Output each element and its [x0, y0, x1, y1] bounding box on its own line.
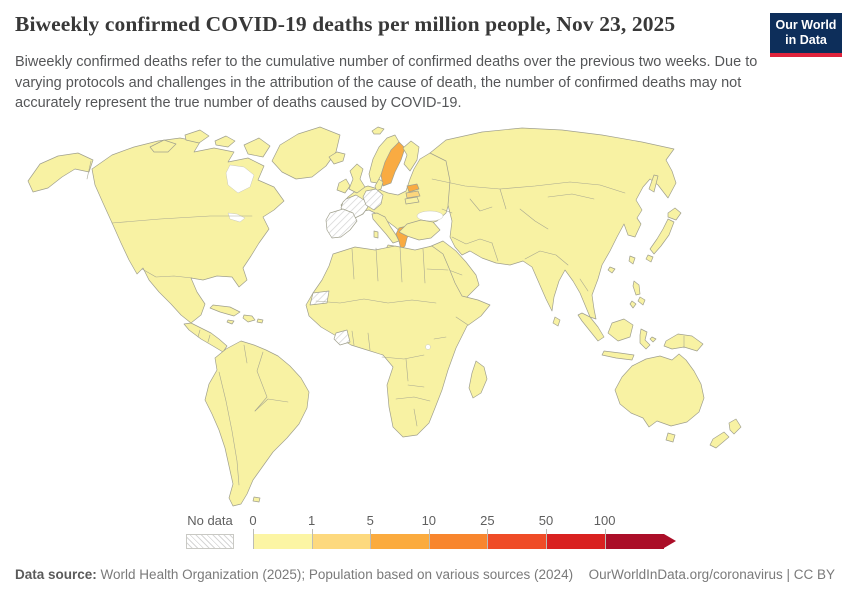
region-philippines-mindanao[interactable]	[638, 297, 645, 305]
data-source-text: World Health Organization (2025); Population based on various sources (2024)	[100, 567, 574, 582]
owid-logo[interactable]	[770, 13, 842, 53]
region-united-kingdom[interactable]	[349, 164, 365, 193]
world-map-svg	[0, 108, 850, 510]
owid-logo-line2: in Data	[785, 33, 827, 47]
region-hokkaido[interactable]	[668, 208, 681, 220]
legend-tick-label: 10	[421, 513, 437, 528]
legend-tick-label: 50	[538, 513, 554, 528]
region-moluccas[interactable]	[650, 337, 656, 342]
legend-colorbar[interactable]	[249, 513, 664, 549]
region-iberia[interactable]	[326, 209, 357, 238]
region-tasmania[interactable]	[666, 433, 675, 442]
region-alaska[interactable]	[28, 153, 93, 192]
region-puerto-rico[interactable]	[257, 319, 263, 323]
region-sardinia[interactable]	[374, 231, 378, 238]
region-taiwan[interactable]	[629, 256, 635, 264]
region-australia[interactable]	[615, 354, 704, 427]
black-sea	[417, 211, 443, 221]
legend-segment[interactable]	[370, 534, 430, 549]
region-madagascar[interactable]	[469, 361, 487, 398]
data-source	[15, 567, 573, 582]
region-baffin-island[interactable]	[244, 138, 270, 157]
no-data-swatch[interactable]	[186, 534, 234, 549]
legend-tick	[546, 529, 547, 549]
credit-link[interactable]: OurWorldInData.org/coronavirus | CC BY	[588, 567, 835, 582]
chart-footer	[0, 567, 850, 582]
arctic-island-3[interactable]	[215, 136, 235, 147]
no-data-label: No data	[187, 513, 233, 528]
page-title: Biweekly confirmed COVID-19 deaths per million people, Nov 23, 2025	[15, 12, 676, 36]
map-legend	[0, 513, 850, 557]
region-cuba[interactable]	[210, 305, 240, 316]
legend-tick	[312, 529, 313, 549]
chart-subtitle: Biweekly confirmed deaths refer to the cumulative number of confirmed deaths over the previous two weeks. Due to varying protocols and challenges in the attribution of the cause of death, the number of confirmed deaths may not accurately represent the true number of deaths caused by COVID-19.	[15, 54, 758, 112]
region-sri-lanka[interactable]	[553, 317, 560, 326]
region-japan-honshu[interactable]	[650, 219, 674, 254]
region-new-zealand-south[interactable]	[710, 432, 729, 448]
region-japan-kyushu[interactable]	[646, 255, 653, 262]
owid-logo-stripe	[770, 53, 842, 57]
region-java[interactable]	[602, 351, 634, 360]
legend-segment[interactable]	[605, 534, 665, 549]
region-north-america[interactable]	[92, 138, 284, 323]
region-greenland[interactable]	[272, 127, 340, 179]
region-svalbard[interactable]	[372, 127, 384, 134]
legend-tick-label: 5	[366, 513, 374, 528]
data-source-label: Data source:	[15, 567, 97, 582]
legend-tick	[487, 529, 488, 549]
region-hispaniola[interactable]	[243, 315, 255, 322]
legend-segment[interactable]	[487, 534, 547, 549]
region-sulawesi[interactable]	[640, 329, 650, 349]
region-ireland[interactable]	[337, 179, 350, 193]
legend-segment[interactable]	[546, 534, 606, 549]
legend-tick	[429, 529, 430, 549]
region-new-zealand-north[interactable]	[729, 419, 741, 434]
legend-tick	[253, 529, 254, 549]
region-philippines-luzon[interactable]	[633, 281, 640, 295]
region-western-sahara[interactable]	[310, 291, 329, 305]
lake-victoria	[426, 345, 431, 350]
region-philippines-visayas[interactable]	[630, 301, 636, 308]
legend-segment[interactable]	[312, 534, 372, 549]
legend-segment[interactable]	[429, 534, 489, 549]
legend-tick-label: 100	[593, 513, 616, 528]
region-jamaica[interactable]	[227, 320, 234, 324]
region-south-america[interactable]	[205, 341, 309, 506]
legend-tick-label: 0	[249, 513, 257, 528]
region-new-guinea[interactable]	[664, 334, 703, 351]
region-borneo[interactable]	[608, 319, 633, 341]
region-central-america[interactable]	[184, 323, 227, 352]
region-falkland-islands[interactable]	[253, 497, 260, 502]
legend-segment[interactable]	[253, 534, 312, 549]
owid-logo-line1: Our World	[775, 18, 837, 32]
legend-tick	[370, 529, 371, 549]
legend-tick	[605, 529, 606, 549]
legend-arrow-tip	[664, 534, 676, 548]
world-map[interactable]	[0, 108, 850, 510]
legend-tick-label: 25	[480, 513, 495, 528]
legend-tick-label: 1	[307, 513, 316, 528]
region-hainan[interactable]	[608, 267, 615, 273]
